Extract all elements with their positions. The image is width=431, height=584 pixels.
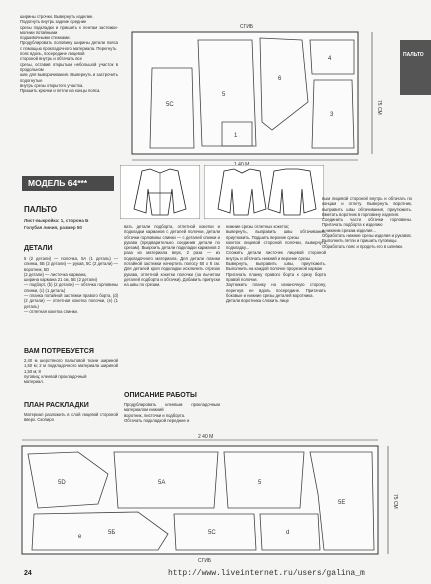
bottom-spine-label: СГИБ: [198, 558, 212, 564]
layout-text: Материал разложить в слой лицевой стороной вверх. Скопиро: [24, 412, 118, 423]
coat-back-illustration: [204, 165, 324, 219]
bpiece-5e: 5Е: [338, 500, 346, 506]
details-title: ДЕТАЛИ: [24, 245, 53, 252]
column-2-text: вать детали подборта, отлетной кокетки и подкладки карманов с деталей полочки, детали обтачки горловины спинки — с деталей спинки и рукава (предварительно соединив детали по срезам). Выкроить детали подкладки карманов 2 раза из материала верх, 2 раза — из подкладочного материала. Для детали планки потайной застежки начертить полосу 50 х 8 см. Для деталей кроя подкладки исключить отрезок рукава, отлетной кокетки полочки (за вычетом деталей подборта и обтачки). Добавить припуски на швы по срезам.: [124, 224, 220, 288]
pattern-piece-4: 4: [328, 56, 332, 62]
bottom-pattern-diagram: [18, 434, 410, 566]
work-title: ОПИСАНИЕ РАБОТЫ: [124, 392, 197, 399]
sheet-info: Лист-выкройка: 1, сторона Б: [24, 218, 89, 223]
bpiece-d: d: [286, 530, 290, 536]
coat-illustration: [120, 165, 200, 219]
column-3-text: нижние срезы отлетных кокеток; вывернуть, выправить швы обтачивания, приутюжить. Подшить верхние срезы кокеток лицевой стороной полочки, вывернуть подкладку... Сложить детали листочек лицевой стороной внутрь и обтачать нижний и верхние срезы Вывернуть, выправить швы, приутюжить. Выполнить на каждой полочке прорезной карман Притачать планку правого борта к срезу борта правой полочки. Заутюжить планку на изнаночную сторону, перегнув ее вдоль посередине. Притачать боковые и нижние срезы деталей воротника. Детали воротника сложить лице: [226, 224, 326, 304]
sidebar-tab-title: ПАЛЬТО: [403, 52, 424, 58]
pattern-piece-1: 1: [234, 133, 238, 139]
bpiece-5: 5: [258, 480, 262, 486]
pattern-piece-6: 6: [278, 76, 282, 82]
details-text: 5 (2 детали) — полочка, 5А (1 деталь) — спинка, 5Б (2 детали) — рукав, 5С (2 детали) — воротник, 5D (2 детали) — листочка кармана, ширина кармана 21 см, 5Е (2 детали) — подборт, (b) (2 детали) — обтачка горловины спинки, (c) (1 деталь) — планка потайной застежки правого борта, (d) (2 детали) — отлетная кокетка полочки, (e) (1 деталь) — отлетная кокетка спинки.: [24, 256, 118, 314]
layout-title: ПЛАН РАСКЛАДКИ: [24, 402, 89, 409]
coat-title: ПАЛЬТО: [24, 205, 58, 214]
model-banner: МОДЕЛЬ 64***: [22, 176, 114, 191]
bpiece-5b: 5Б: [108, 530, 116, 536]
bpiece-5a: 5A: [158, 480, 166, 486]
line-info: Голубая линия, размер 50: [24, 225, 82, 230]
sidebar-tab: [400, 40, 431, 95]
pattern-piece-5c: 5C: [166, 102, 174, 108]
footer-url[interactable]: http://www.liveinternet.ru/users/galina_m: [168, 569, 365, 578]
intro-instructions: ширины строчки. Вывернуть изделие. Подогнуть внутрь задние средние срезы подкладки и пришить к лентам застежки-молнии потайными подшивочными стежками. Продублировать половину ширины детали пояса с помощью прокладочного материала. Перегнуть пояс вдоль, посередине лицевой стороной внутрь и обтачать все срезы, оставив открытым небольшой участок в продольном шве для выворачивания. Вывернуть и застрочить подогнутые внутрь срезы открытого участка. Пришить крючки и петли на концы пояса.: [20, 14, 118, 94]
page-number: 24: [24, 570, 32, 577]
bpiece-5d: 5D: [58, 480, 66, 486]
bpiece-5c: 5C: [208, 530, 216, 536]
need-text: 2,40 м шерстяного пальтовой ткани шириной 1,50 м; 2 м подкладочного материала шириной 1,50 м; 8 пуговиц; клеевой прокладочный материал.: [24, 358, 118, 385]
need-title: ВАМ ПОТРЕБУЕТСЯ: [24, 348, 94, 355]
work-text: Продублировать клеевым прокладочным материалом нижний воротник, листочки и подборта. Обтачать подкладкой передние и: [124, 402, 220, 423]
pattern-piece-3: 3: [330, 112, 334, 118]
top-pattern-diagram: [122, 10, 422, 168]
bottom-height-label: 75 СМ: [392, 494, 398, 509]
pattern-piece-5: 5: [222, 92, 226, 98]
pattern-height-label: 75 СМ: [376, 100, 382, 115]
bottom-width-label: 2 40 М: [198, 434, 214, 440]
pattern-spine-label: СГИБ: [240, 24, 254, 30]
column-4-text: вым лицевой стороной внутрь и обтачать по концам и отлету. Вывернуть воротник, выправить швы обтачивания, приутюжить. Вметать воротник в горловину изделия. Соединить части обтачки горловины. Притачать подборта к изделию и нижним срезам изделия... Обработать нижние срезы изделия и рукавов. Выполнить петли и пришить пуговицы. Обработать пояс и продеть его в шлевки.: [322, 196, 412, 249]
bpiece-e: e: [78, 534, 82, 540]
